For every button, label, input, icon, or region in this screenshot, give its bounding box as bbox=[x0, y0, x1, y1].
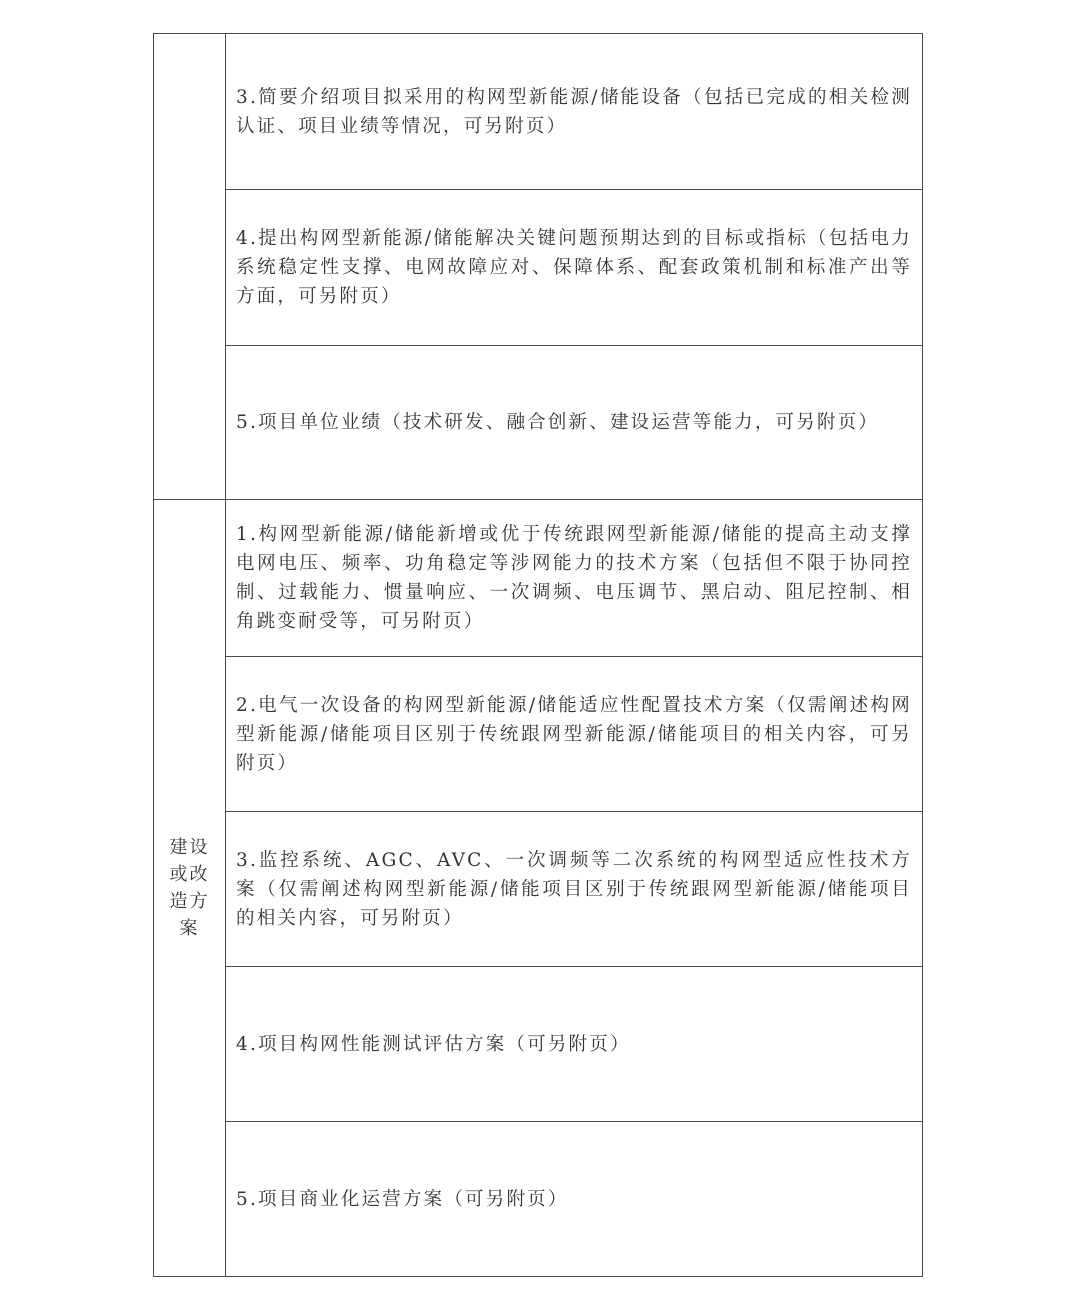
form-item-text: 4.提出构网型新能源/储能解决关键问题预期达到的目标或指标（包括电力系统稳定性支撑、电网故障应对、保障体系、配套政策机制和标准产出等方面，可另附页） bbox=[236, 228, 912, 307]
form-item-text: 3.监控系统、AGC、AVC、一次调频等二次系统的构网型适应性技术方案（仅需阐述构网型新能源/储能项目区别于传统跟网型新能源/储能项目的相关内容，可另附页） bbox=[236, 849, 912, 929]
form-item-cell bbox=[226, 190, 923, 346]
section-label: 建设或改造方案 bbox=[169, 837, 210, 939]
form-item-cell bbox=[226, 500, 923, 657]
application-form-table bbox=[153, 33, 923, 1277]
table-row bbox=[154, 500, 923, 657]
table-row bbox=[154, 1122, 923, 1277]
table-row bbox=[154, 812, 923, 967]
form-item-cell bbox=[226, 34, 923, 190]
table-row bbox=[154, 657, 923, 812]
table-row bbox=[154, 967, 923, 1122]
form-item-cell bbox=[226, 967, 923, 1122]
form-item-text: 2.电气一次设备的构网型新能源/储能适应性配置技术方案（仅需阐述构网型新能源/储能项目区别于传统跟网型新能源/储能项目的相关内容，可另附页） bbox=[236, 694, 912, 774]
form-item-text: 1.构网型新能源/储能新增或优于传统跟网型新能源/储能的提高主动支撑电网电压、频率、功角稳定等涉网能力的技术方案（包括但不限于协同控制、过载能力、惯量响应、一次调频、电压调节、黑启动、阻尼控制、相角跳变耐受等，可另附页） bbox=[236, 524, 912, 632]
form-item-cell bbox=[226, 812, 923, 967]
table-row bbox=[154, 34, 923, 190]
table-row bbox=[154, 190, 923, 346]
section-label-cell bbox=[154, 500, 226, 1277]
form-item-text: 4.项目构网性能测试评估方案（可另附页） bbox=[236, 1033, 631, 1055]
form-item-cell bbox=[226, 657, 923, 812]
form-item-text: 5.项目单位业绩（技术研发、融合创新、建设运营等能力，可另附页） bbox=[236, 412, 880, 433]
form-item-cell bbox=[226, 1122, 923, 1277]
form-item-cell bbox=[226, 346, 923, 500]
section-label-cell bbox=[154, 34, 226, 500]
table-row bbox=[154, 346, 923, 500]
form-item-text: 5.项目商业化运营方案（可另附页） bbox=[236, 1188, 569, 1210]
form-item-text: 3.简要介绍项目拟采用的构网型新能源/储能设备（包括已完成的相关检测认证、项目业绩等情况，可另附页） bbox=[236, 86, 912, 137]
